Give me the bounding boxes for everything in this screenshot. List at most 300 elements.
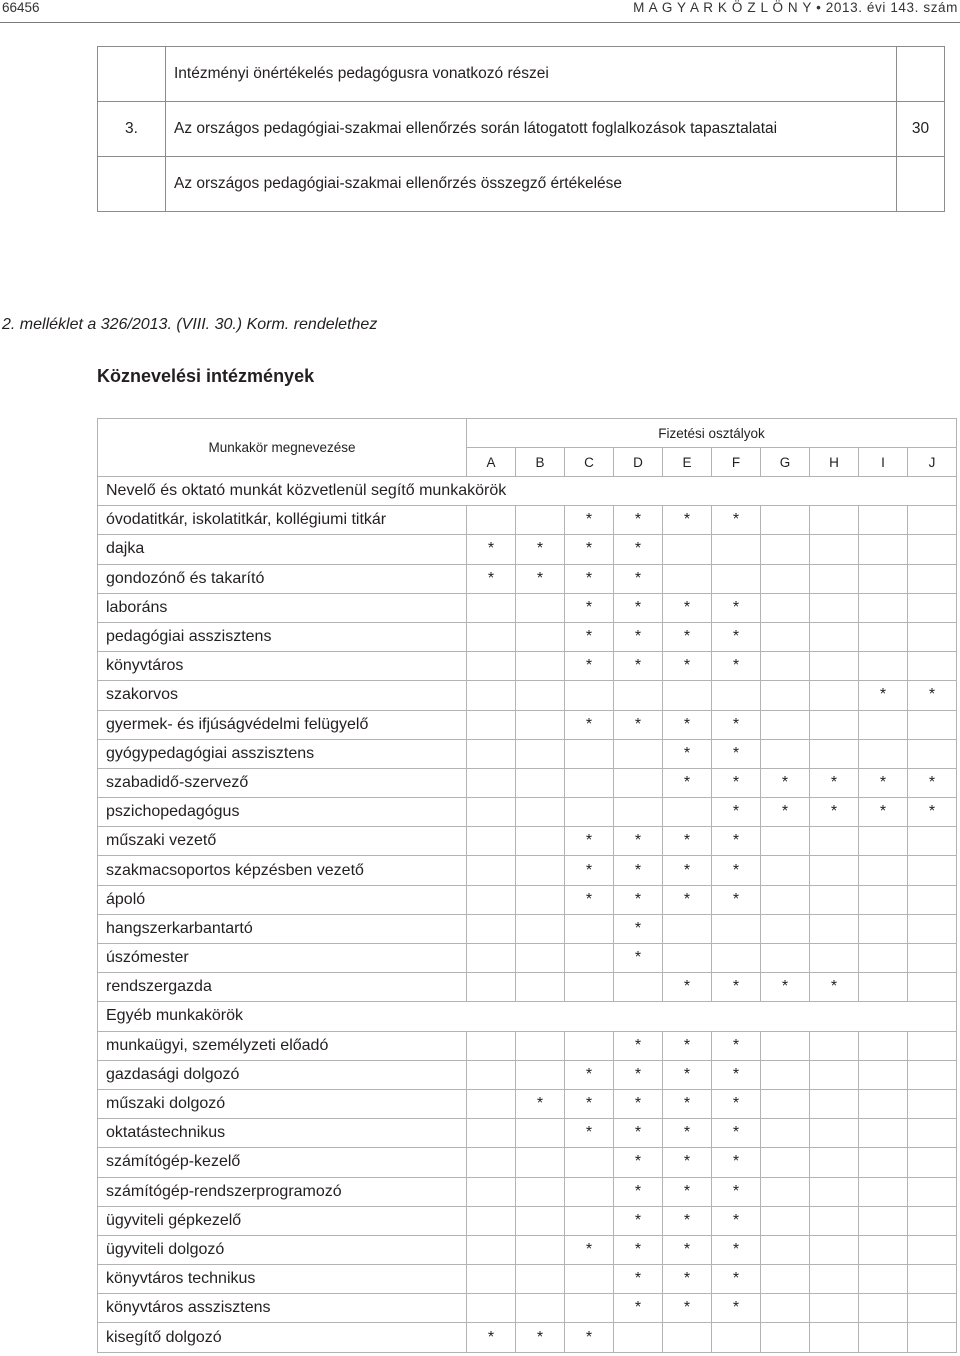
empty-cell: [663, 564, 712, 593]
empty-cell: [516, 1235, 565, 1264]
empty-cell: [565, 681, 614, 710]
class-mark-e: *: [663, 1031, 712, 1060]
job-title: hangszerkarbantartó: [98, 914, 467, 943]
empty-cell: [712, 681, 761, 710]
class-mark-e: *: [663, 827, 712, 856]
class-mark-f: *: [712, 622, 761, 651]
empty-cell: [516, 1265, 565, 1294]
empty-cell: [516, 1031, 565, 1060]
class-mark-e: *: [663, 622, 712, 651]
empty-cell: [859, 1323, 908, 1352]
table-row: [98, 47, 945, 102]
empty-cell: [516, 1119, 565, 1148]
empty-cell: [467, 1206, 516, 1235]
class-mark-e: *: [663, 710, 712, 739]
empty-cell: [908, 622, 957, 651]
empty-cell: [467, 593, 516, 622]
empty-cell: [859, 944, 908, 973]
empty-cell: [908, 1148, 957, 1177]
empty-cell: [908, 1119, 957, 1148]
empty-cell: [761, 506, 810, 535]
class-mark-b: *: [516, 1089, 565, 1118]
class-mark-c: *: [565, 856, 614, 885]
class-mark-j: *: [908, 798, 957, 827]
annex-title: 2. melléklet a 326/2013. (VIII. 30.) Korm. rendelethez: [2, 316, 378, 333]
empty-cell: [761, 622, 810, 651]
column-header-salary-classes: Fizetési osztályok: [467, 419, 957, 448]
table-row: [98, 973, 957, 1002]
empty-cell: [467, 739, 516, 768]
section-title: Köznevelési intézmények: [97, 366, 315, 386]
empty-cell: [908, 1235, 957, 1264]
class-mark-c: *: [565, 1323, 614, 1352]
empty-cell: [908, 506, 957, 535]
empty-cell: [859, 973, 908, 1002]
empty-cell: [810, 622, 859, 651]
row-number: 3.: [98, 102, 166, 157]
column-header-e: E: [663, 448, 712, 477]
row-text: Az országos pedagógiai-szakmai ellenőrzés összegző értékelése: [166, 157, 897, 212]
job-title: gondozónő és takarító: [98, 564, 467, 593]
empty-cell: [810, 885, 859, 914]
class-mark-c: *: [565, 564, 614, 593]
table-row: [98, 1148, 957, 1177]
class-mark-f: *: [712, 1235, 761, 1264]
job-title: laboráns: [98, 593, 467, 622]
class-mark-f: *: [712, 1089, 761, 1118]
job-title: ügyviteli dolgozó: [98, 1235, 467, 1264]
class-mark-c: *: [565, 622, 614, 651]
empty-cell: [761, 914, 810, 943]
column-header-c: C: [565, 448, 614, 477]
class-mark-c: *: [565, 1119, 614, 1148]
header-divider: [0, 22, 960, 23]
job-title: óvodatitkár, iskolatitkár, kollégiumi titkár: [98, 506, 467, 535]
empty-cell: [516, 710, 565, 739]
job-title: pszichopedagógus: [98, 798, 467, 827]
empty-cell: [908, 1060, 957, 1089]
table-row: [98, 1060, 957, 1089]
class-mark-f: *: [712, 1294, 761, 1323]
empty-cell: [859, 1235, 908, 1264]
empty-cell: [810, 506, 859, 535]
empty-cell: [614, 739, 663, 768]
empty-cell: [761, 856, 810, 885]
page-number: 66456: [2, 0, 40, 15]
class-mark-d: *: [614, 622, 663, 651]
row-value: 30: [897, 102, 945, 157]
class-mark-f: *: [712, 1119, 761, 1148]
empty-cell: [761, 681, 810, 710]
empty-cell: [467, 944, 516, 973]
empty-cell: [810, 1177, 859, 1206]
empty-cell: [467, 506, 516, 535]
class-mark-e: *: [663, 506, 712, 535]
table-row: [98, 564, 957, 593]
table-body: [98, 477, 957, 1353]
job-title: szakmacsoportos képzésben vezető: [98, 856, 467, 885]
class-mark-e: *: [663, 1206, 712, 1235]
empty-cell: [761, 710, 810, 739]
table-row: [98, 506, 957, 535]
job-title: pedagógiai asszisztens: [98, 622, 467, 651]
empty-cell: [663, 681, 712, 710]
empty-cell: [467, 1177, 516, 1206]
table-row: [98, 856, 957, 885]
table-row: [98, 914, 957, 943]
class-mark-f: *: [712, 885, 761, 914]
empty-cell: [467, 1294, 516, 1323]
empty-cell: [810, 652, 859, 681]
job-title: könyvtáros: [98, 652, 467, 681]
class-mark-d: *: [614, 856, 663, 885]
empty-cell: [516, 652, 565, 681]
class-mark-d: *: [614, 1089, 663, 1118]
class-mark-f: *: [712, 973, 761, 1002]
class-mark-b: *: [516, 564, 565, 593]
class-mark-c: *: [565, 506, 614, 535]
empty-cell: [908, 914, 957, 943]
empty-cell: [810, 681, 859, 710]
class-mark-c: *: [565, 710, 614, 739]
empty-cell: [467, 1148, 516, 1177]
empty-cell: [810, 827, 859, 856]
empty-cell: [712, 1323, 761, 1352]
empty-cell: [859, 593, 908, 622]
empty-cell: [663, 1323, 712, 1352]
class-mark-c: *: [565, 652, 614, 681]
empty-cell: [614, 681, 663, 710]
empty-cell: [761, 1119, 810, 1148]
class-mark-g: *: [761, 768, 810, 797]
class-mark-d: *: [614, 535, 663, 564]
table-row: [98, 1265, 957, 1294]
empty-cell: [565, 1031, 614, 1060]
class-mark-d: *: [614, 1177, 663, 1206]
empty-cell: [467, 622, 516, 651]
table-row: [98, 944, 957, 973]
empty-cell: [516, 885, 565, 914]
empty-cell: [516, 1148, 565, 1177]
empty-cell: [810, 593, 859, 622]
empty-cell: [859, 535, 908, 564]
empty-cell: [908, 1265, 957, 1294]
class-mark-f: *: [712, 506, 761, 535]
empty-cell: [908, 652, 957, 681]
empty-cell: [908, 973, 957, 1002]
table-row: [98, 1206, 957, 1235]
empty-cell: [467, 710, 516, 739]
empty-cell: [761, 1235, 810, 1264]
table-row: [98, 593, 957, 622]
job-title: dajka: [98, 535, 467, 564]
class-mark-f: *: [712, 798, 761, 827]
class-mark-d: *: [614, 1235, 663, 1264]
empty-cell: [859, 1089, 908, 1118]
column-header-h: H: [810, 448, 859, 477]
empty-cell: [565, 914, 614, 943]
row-value: [897, 157, 945, 212]
empty-cell: [565, 739, 614, 768]
empty-cell: [467, 681, 516, 710]
empty-cell: [859, 1294, 908, 1323]
empty-cell: [467, 652, 516, 681]
class-mark-d: *: [614, 593, 663, 622]
empty-cell: [908, 564, 957, 593]
table-row: [98, 798, 957, 827]
page-header: [0, 0, 960, 20]
column-header-a: A: [467, 448, 516, 477]
table-row: [98, 1294, 957, 1323]
empty-cell: [516, 856, 565, 885]
column-header-b: B: [516, 448, 565, 477]
job-title: kisegítő dolgozó: [98, 1323, 467, 1352]
empty-cell: [908, 1323, 957, 1352]
class-mark-d: *: [614, 1148, 663, 1177]
empty-cell: [467, 1119, 516, 1148]
empty-cell: [565, 944, 614, 973]
job-title: könyvtáros technikus: [98, 1265, 467, 1294]
class-mark-d: *: [614, 914, 663, 943]
empty-cell: [516, 827, 565, 856]
empty-cell: [908, 1177, 957, 1206]
class-mark-f: *: [712, 827, 761, 856]
class-mark-d: *: [614, 1119, 663, 1148]
empty-cell: [614, 798, 663, 827]
class-mark-h: *: [810, 768, 859, 797]
empty-cell: [565, 1294, 614, 1323]
empty-cell: [565, 1177, 614, 1206]
class-mark-e: *: [663, 739, 712, 768]
empty-cell: [859, 710, 908, 739]
empty-cell: [761, 739, 810, 768]
class-mark-d: *: [614, 827, 663, 856]
empty-cell: [761, 535, 810, 564]
empty-cell: [859, 856, 908, 885]
journal-title: M A G Y A R K Ö Z L Ö N Y • 2013. évi 143. szám: [633, 0, 958, 15]
class-mark-e: *: [663, 973, 712, 1002]
empty-cell: [761, 1089, 810, 1118]
class-mark-e: *: [663, 1177, 712, 1206]
empty-cell: [761, 1148, 810, 1177]
empty-cell: [859, 506, 908, 535]
row-text: Intézményi önértékelés pedagógusra vonatkozó részei: [166, 47, 897, 102]
class-mark-d: *: [614, 1294, 663, 1323]
empty-cell: [565, 1206, 614, 1235]
class-mark-e: *: [663, 885, 712, 914]
table-row: [98, 1089, 957, 1118]
empty-cell: [859, 1119, 908, 1148]
class-mark-c: *: [565, 1060, 614, 1089]
class-mark-g: *: [761, 798, 810, 827]
job-title: műszaki vezető: [98, 827, 467, 856]
job-title: gazdasági dolgozó: [98, 1060, 467, 1089]
empty-cell: [810, 1148, 859, 1177]
empty-cell: [565, 1265, 614, 1294]
empty-cell: [908, 944, 957, 973]
class-mark-d: *: [614, 564, 663, 593]
empty-cell: [614, 768, 663, 797]
table-row: [98, 1031, 957, 1060]
class-mark-f: *: [712, 652, 761, 681]
empty-cell: [761, 1206, 810, 1235]
empty-cell: [761, 1060, 810, 1089]
class-mark-d: *: [614, 1206, 663, 1235]
class-mark-h: *: [810, 973, 859, 1002]
empty-cell: [712, 535, 761, 564]
header-row-group: [98, 419, 957, 448]
empty-cell: [859, 1148, 908, 1177]
empty-cell: [761, 1265, 810, 1294]
table-row: [98, 1177, 957, 1206]
empty-cell: [516, 1206, 565, 1235]
empty-cell: [859, 564, 908, 593]
empty-cell: [467, 1060, 516, 1089]
empty-cell: [761, 1177, 810, 1206]
column-header-d: D: [614, 448, 663, 477]
job-title: gyermek- és ifjúságvédelmi felügyelő: [98, 710, 467, 739]
table-row: [98, 652, 957, 681]
category-row: [98, 477, 957, 506]
column-header-job-title: Munkakör megnevezése: [98, 419, 467, 477]
class-mark-i: *: [859, 798, 908, 827]
empty-cell: [810, 1323, 859, 1352]
empty-cell: [810, 1265, 859, 1294]
table-row: [98, 622, 957, 651]
empty-cell: [467, 914, 516, 943]
empty-cell: [565, 768, 614, 797]
class-mark-e: *: [663, 1294, 712, 1323]
empty-cell: [859, 622, 908, 651]
class-mark-e: *: [663, 856, 712, 885]
table-row: [98, 1119, 957, 1148]
empty-cell: [810, 1031, 859, 1060]
empty-cell: [810, 535, 859, 564]
job-title: szakorvos: [98, 681, 467, 710]
job-title: gyógypedagógiai asszisztens: [98, 739, 467, 768]
table-row: [98, 157, 945, 212]
class-mark-c: *: [565, 827, 614, 856]
category-label: Egyéb munkakörök: [98, 1002, 957, 1031]
job-title: könyvtáros asszisztens: [98, 1294, 467, 1323]
empty-cell: [761, 593, 810, 622]
empty-cell: [908, 739, 957, 768]
table-row: [98, 1235, 957, 1264]
class-mark-e: *: [663, 1148, 712, 1177]
class-mark-d: *: [614, 710, 663, 739]
class-mark-c: *: [565, 1089, 614, 1118]
empty-cell: [908, 885, 957, 914]
column-header-j: J: [908, 448, 957, 477]
column-header-g: G: [761, 448, 810, 477]
empty-cell: [908, 1294, 957, 1323]
class-mark-f: *: [712, 593, 761, 622]
empty-cell: [467, 1235, 516, 1264]
empty-cell: [516, 914, 565, 943]
empty-cell: [712, 564, 761, 593]
class-mark-d: *: [614, 1265, 663, 1294]
table-row: [98, 885, 957, 914]
class-mark-d: *: [614, 885, 663, 914]
class-mark-e: *: [663, 652, 712, 681]
class-mark-f: *: [712, 856, 761, 885]
empty-cell: [516, 944, 565, 973]
job-title: úszómester: [98, 944, 467, 973]
empty-cell: [859, 739, 908, 768]
empty-cell: [516, 593, 565, 622]
empty-cell: [810, 1294, 859, 1323]
empty-cell: [761, 1031, 810, 1060]
job-title: oktatástechnikus: [98, 1119, 467, 1148]
empty-cell: [810, 914, 859, 943]
empty-cell: [761, 827, 810, 856]
empty-cell: [663, 535, 712, 564]
empty-cell: [516, 506, 565, 535]
category-label: Nevelő és oktató munkát közvetlenül segítő munkakörök: [98, 477, 957, 506]
empty-cell: [516, 768, 565, 797]
empty-cell: [761, 652, 810, 681]
table-row: [98, 535, 957, 564]
empty-cell: [859, 827, 908, 856]
class-mark-e: *: [663, 1265, 712, 1294]
class-mark-f: *: [712, 739, 761, 768]
class-mark-c: *: [565, 593, 614, 622]
class-mark-d: *: [614, 652, 663, 681]
salary-class-table: [97, 418, 957, 1353]
empty-cell: [467, 1031, 516, 1060]
empty-cell: [810, 564, 859, 593]
empty-cell: [565, 798, 614, 827]
empty-cell: [663, 798, 712, 827]
empty-cell: [467, 885, 516, 914]
empty-cell: [908, 1206, 957, 1235]
empty-cell: [467, 768, 516, 797]
class-mark-f: *: [712, 1148, 761, 1177]
empty-cell: [712, 944, 761, 973]
empty-cell: [761, 564, 810, 593]
empty-cell: [908, 856, 957, 885]
row-number: [98, 47, 166, 102]
empty-cell: [614, 973, 663, 1002]
class-mark-i: *: [859, 681, 908, 710]
empty-cell: [810, 1235, 859, 1264]
empty-cell: [761, 1294, 810, 1323]
empty-cell: [467, 1265, 516, 1294]
empty-cell: [467, 827, 516, 856]
table-row: [98, 739, 957, 768]
job-title: szabadidő-szervező: [98, 768, 467, 797]
empty-cell: [516, 1294, 565, 1323]
empty-cell: [810, 710, 859, 739]
empty-cell: [859, 1060, 908, 1089]
empty-cell: [516, 973, 565, 1002]
empty-cell: [810, 856, 859, 885]
class-mark-a: *: [467, 535, 516, 564]
empty-cell: [810, 1089, 859, 1118]
class-mark-i: *: [859, 768, 908, 797]
class-mark-e: *: [663, 1060, 712, 1089]
empty-cell: [663, 914, 712, 943]
empty-cell: [663, 944, 712, 973]
empty-cell: [516, 622, 565, 651]
empty-cell: [467, 973, 516, 1002]
empty-cell: [761, 885, 810, 914]
row-value: [897, 47, 945, 102]
class-mark-f: *: [712, 710, 761, 739]
class-mark-f: *: [712, 1060, 761, 1089]
row-text: Az országos pedagógiai-szakmai ellenőrzés során látogatott foglalkozások tapasztalatai: [166, 102, 897, 157]
class-mark-e: *: [663, 1235, 712, 1264]
